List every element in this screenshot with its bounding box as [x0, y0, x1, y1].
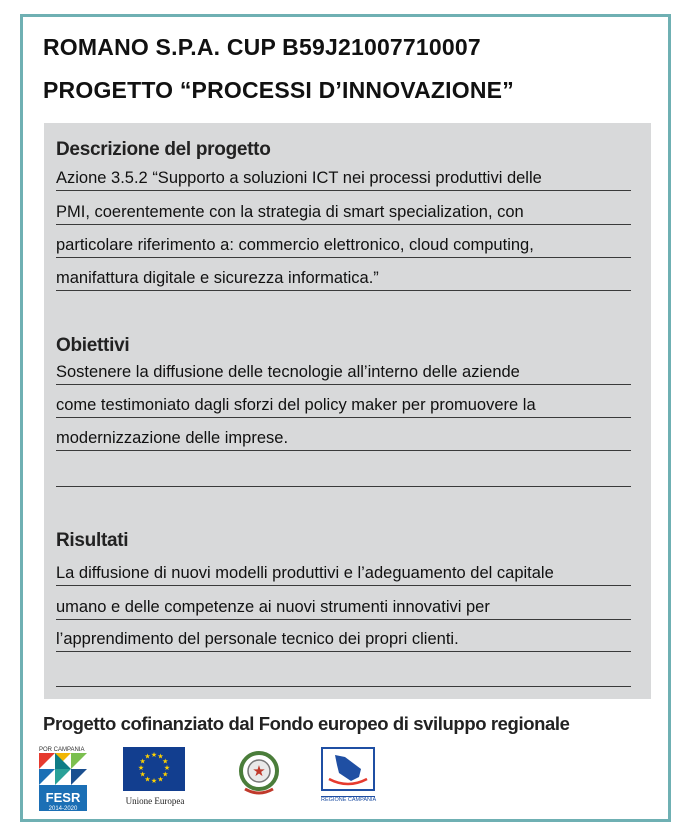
fesr-mark-icon: [39, 753, 87, 811]
fesr-name-text: FESR: [45, 790, 81, 805]
section-title-obiettivi: Obiettivi: [56, 335, 130, 356]
section-line: Sostenere la diffusione delle tecnologie all’interno delle aziende: [56, 361, 631, 385]
regione-caption: REGIONE CAMPANIA: [321, 797, 377, 803]
section-line-empty: [56, 463, 631, 487]
section-line: Azione 3.5.2 “Supporto a soluzioni ICT nei processi produttivi delle: [56, 167, 631, 191]
section-line-empty: [56, 663, 631, 687]
svg-text:★: ★: [162, 770, 169, 779]
project-info-panel: [44, 123, 651, 699]
svg-text:★: ★: [139, 770, 146, 779]
svg-text:★: ★: [252, 762, 266, 780]
section-line: l’apprendimento del personale tecnico dei propri clienti.: [56, 628, 631, 652]
document-frame: [20, 14, 671, 822]
eu-caption: Unione Europea: [125, 796, 185, 806]
campania-map-icon: [321, 747, 375, 791]
svg-text:★: ★: [157, 775, 164, 784]
section-line: modernizzazione delle imprese.: [56, 427, 631, 451]
section-line: particolare riferimento a: commercio elettronico, cloud computing,: [56, 234, 631, 258]
cofinance-statement: Progetto cofinanziato dal Fondo europeo di sviluppo regionale: [43, 713, 570, 734]
fesr-years-text: 2014-2020: [48, 806, 78, 811]
eu-flag-icon: [123, 747, 185, 791]
regione-campania-logo: [321, 747, 379, 803]
section-line: manifattura digitale e sicurezza informatica.”: [56, 267, 631, 291]
svg-text:★: ★: [157, 752, 164, 761]
header-title-line-2: PROGETTO “PROCESSI D’INNOVAZIONE”: [43, 77, 514, 103]
svg-text:★: ★: [144, 752, 151, 761]
svg-text:★: ★: [150, 777, 158, 785]
por-fesr-logo: [39, 747, 97, 816]
svg-text:★: ★: [150, 751, 158, 759]
header-title-line-1: ROMANO S.P.A. CUP B59J21007710007: [43, 34, 481, 60]
section-line: La diffusione di nuovi modelli produttivi e l’adeguamento del capitale: [56, 562, 631, 586]
italian-emblem-icon: [235, 747, 283, 799]
section-line: umano e delle competenze ai nuovi strumenti innovativi per: [56, 596, 631, 620]
fesr-top-label: POR CAMPANIA: [39, 747, 85, 753]
section-title-descrizione: Descrizione del progetto: [56, 139, 271, 160]
section-line: come testimoniato dagli sforzi del policy maker per promuovere la: [56, 394, 631, 418]
repubblica-italiana-emblem: [235, 747, 285, 804]
svg-text:★: ★: [137, 764, 145, 772]
svg-text:★: ★: [139, 757, 146, 766]
svg-text:★: ★: [162, 757, 169, 766]
eu-logo: [123, 747, 187, 806]
section-line: PMI, coerentemente con la strategia di smart specialization, con: [56, 201, 631, 225]
section-title-risultati: Risultati: [56, 530, 129, 551]
svg-text:★: ★: [144, 775, 151, 784]
svg-text:★: ★: [163, 764, 171, 772]
